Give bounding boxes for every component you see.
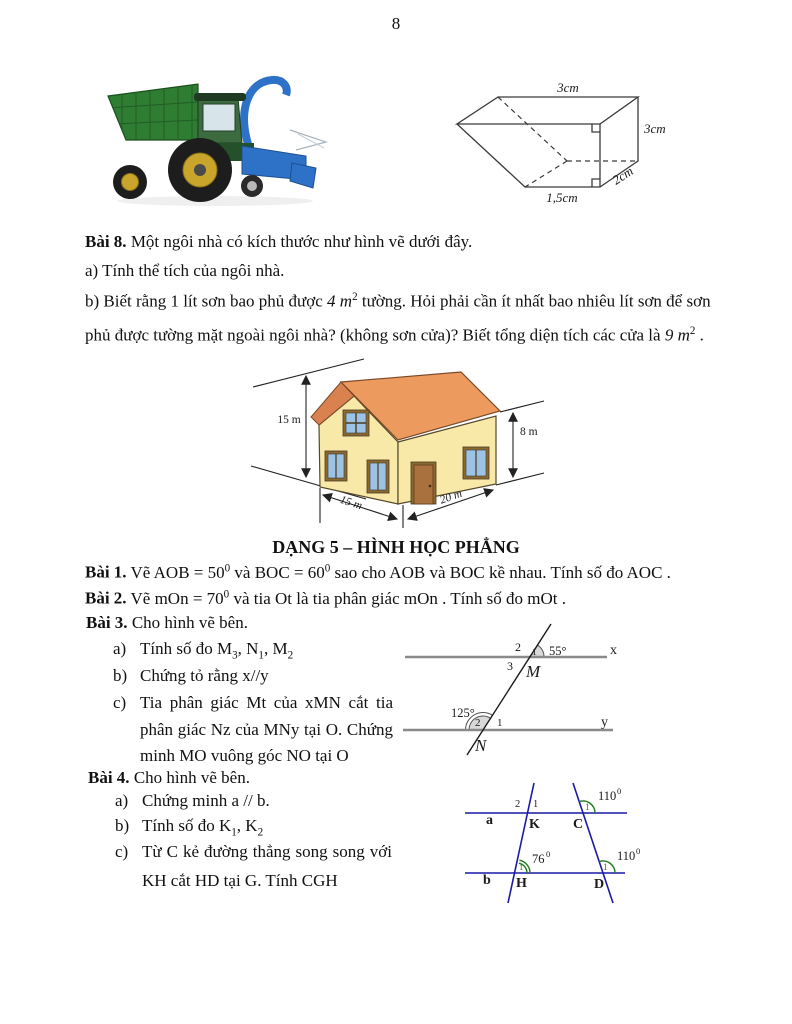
- angle-c-value: 110: [598, 789, 617, 803]
- house-height-dimension: 15 m: [277, 414, 301, 426]
- angle-n2-label: 2: [475, 717, 481, 729]
- prism-depth-dimension: 2cm: [609, 163, 636, 188]
- point-k-label: K: [529, 817, 540, 832]
- problem4-item-b-marker: b): [115, 816, 130, 835]
- angle-h1-label: 1: [519, 862, 524, 872]
- right-angle-mark-top: [592, 124, 600, 132]
- problem3-item-c-marker: c): [113, 693, 127, 712]
- problem8-label: Bài 8.: [85, 232, 127, 251]
- problem4-item-a: Chứng minh a // b.: [142, 791, 270, 810]
- problem8-title: Bài 8. Một ngôi nhà có kích thước như hình vẽ dưới đây.: [85, 232, 473, 251]
- angle-n2-value: 125°: [451, 706, 475, 720]
- problem3-item-c-line1: Tia phân giác Mt của xMN cắt tia: [140, 693, 393, 712]
- problem1-label: Bài 1.: [85, 562, 127, 582]
- front-door: [411, 462, 436, 504]
- prism-bottom-dimension: 1,5cm: [546, 190, 578, 205]
- angle-h-value: 76: [532, 852, 545, 866]
- problem8-part-a: a) Tính thể tích của ngôi nhà.: [85, 261, 285, 280]
- angle-n1-label: 1: [497, 717, 503, 729]
- prism-figure: [440, 75, 720, 215]
- house-wall-dimension: 8 m: [520, 426, 538, 438]
- angle-m1-label: 1: [532, 648, 537, 658]
- problem2: Bài 2. Vẽ mOn = $70^0$ và tia Ot là tia phân giác mOn . Tính số đo mOt .: [85, 588, 566, 608]
- problem4-label: Bài 4.: [88, 768, 130, 787]
- problem1: Bài 1. Vẽ AOB = $50^0$ và BOC = $60^0$ sao cho AOB và BOC kề nhau. Tính số đo AOC .: [85, 562, 671, 582]
- problem4-item-a-marker: a): [115, 791, 129, 810]
- problem8-part-b-line1: b) Biết rằng 1 lít sơn bao phủ được 4 $m^2$ tường. Hỏi phải cần ít nhất bao nhiêu lít sơn để sơn: [85, 291, 711, 311]
- problem4-item-c-line2: KH cắt HD tại G. Tính CGH: [142, 871, 338, 890]
- problem3-item-b: Chứng tỏ rằng x//y: [140, 666, 269, 685]
- problem3-title: Bài 3. Cho hình vẽ bên.: [86, 613, 248, 632]
- angle-m2-label: 2: [515, 640, 521, 654]
- house-width-dimension: 20 m: [438, 487, 464, 507]
- line-a-label: a: [486, 813, 493, 828]
- problem8-part-b-line2: phủ được tường mặt ngoài ngôi nhà? (không sơn cửa)? Biết tổng diện tích các cửa là 9 $m^2$ .: [85, 325, 704, 345]
- point-d-label: D: [594, 877, 605, 892]
- angle-m1-value: 55°: [549, 644, 567, 658]
- angle-k1-label: 1: [533, 799, 539, 810]
- point-h-label: H: [516, 876, 527, 891]
- problem3-item-c-line3: minh MO vuông góc NO tại O: [140, 746, 349, 765]
- point-m-label: M: [526, 662, 541, 681]
- problem2-label: Bài 2.: [85, 588, 127, 608]
- harvester-reel-frame: [290, 130, 326, 150]
- prism-right-dimension: 3cm: [644, 121, 666, 136]
- problem4-title: Bài 4. Cho hình vẽ bên.: [88, 768, 250, 787]
- tractor-hopper: [108, 82, 198, 140]
- tractor-image: [100, 68, 330, 213]
- problem3-label: Bài 3.: [86, 613, 128, 632]
- line-y-label: y: [601, 715, 608, 730]
- problem4-item-b: Tính số đo $K_1$, $K_2$: [142, 816, 264, 839]
- gable-window-left: [325, 451, 347, 481]
- angle-c1-label: 1: [585, 802, 590, 812]
- tractor-rear-wheel: [168, 138, 232, 202]
- problem3-item-b-marker: b): [113, 666, 128, 685]
- problem3-item-a: Tính số đo $M_3$, $N_1$, $M_2$: [140, 639, 294, 662]
- angle-h-value-sup: 0: [546, 849, 551, 859]
- page-number: 8: [391, 14, 401, 33]
- line-b-label: b: [483, 873, 491, 888]
- gable-window-right: [367, 460, 389, 493]
- attic-window: [343, 410, 369, 436]
- house-figure: [248, 356, 568, 534]
- point-n-label: N: [475, 736, 487, 755]
- tractor-cab: [194, 93, 246, 143]
- angle-m3-label: 3: [507, 659, 513, 673]
- problem4-item-c-marker: c): [115, 842, 129, 861]
- tractor-front-wheel: [113, 165, 147, 199]
- angle-k2-label: 2: [515, 799, 521, 810]
- angle-d-value: 110: [617, 849, 636, 863]
- problem4-figure: [455, 773, 680, 913]
- prism-top-dimension: 3cm: [557, 80, 579, 95]
- front-window: [463, 447, 489, 479]
- house-depth-dimension: 15 m: [338, 493, 364, 513]
- harvester-chute: [244, 80, 287, 144]
- angle-d-value-sup: 0: [636, 846, 641, 856]
- right-angle-mark-bottom: [592, 179, 600, 187]
- problem4-item-c-line1: Từ C kẻ đường thẳng song song với: [142, 842, 392, 861]
- harvester-wheel: [241, 175, 263, 197]
- line-x-label: x: [610, 643, 617, 658]
- angle-d1-label: 1: [603, 862, 608, 872]
- point-c-label: C: [573, 817, 584, 832]
- problem3-item-c-line2: phân giác Nz của MNy tại O. Chứng: [140, 720, 393, 739]
- problem3-item-a-marker: a): [113, 639, 127, 658]
- angle-c-value-sup: 0: [617, 786, 622, 796]
- section-heading: DẠNG 5 – HÌNH HỌC PHẲNG: [272, 537, 520, 557]
- problem3-figure: [395, 618, 640, 763]
